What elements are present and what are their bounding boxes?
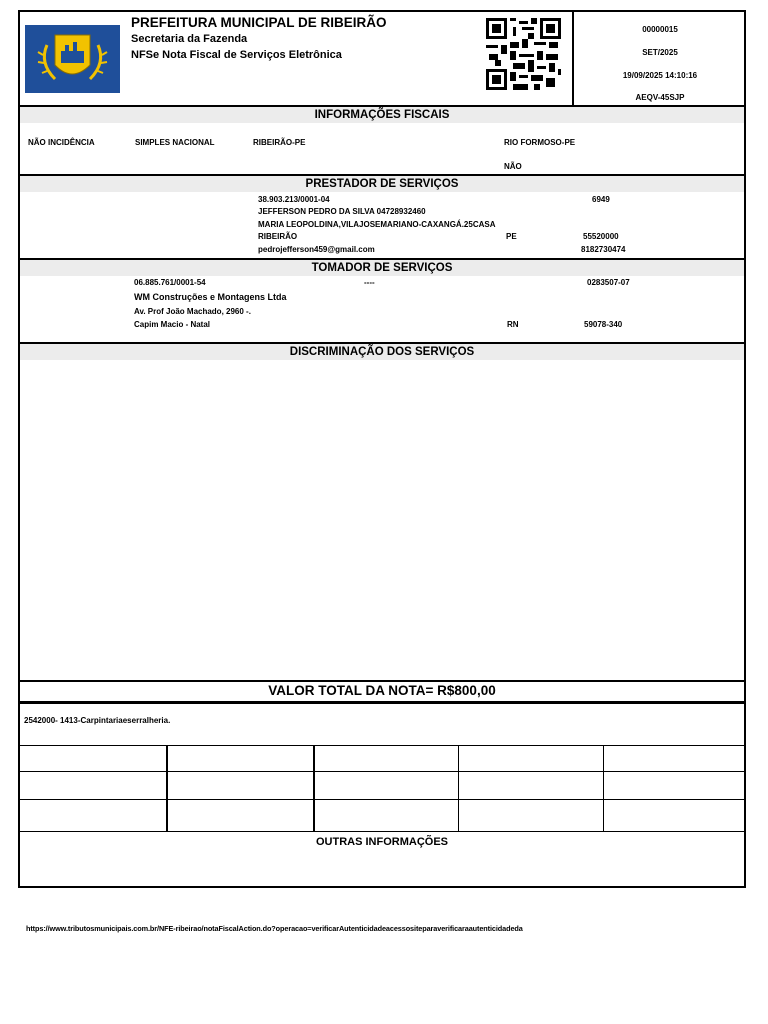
grid-cell [314, 800, 459, 832]
grid-cell [167, 745, 314, 772]
nota-competencia: SET/2025 [642, 48, 678, 57]
prestador-cidade: RIBEIRÃO [258, 232, 298, 241]
grid-cell [604, 772, 744, 800]
prestador-endereco: MARIA LEOPOLDINA,VILAJOSEMARIANO-CAXANGÁ.25CASA [258, 220, 496, 229]
tomador-bairro-cidade: Capim Macio - Natal [134, 320, 211, 329]
valor-total: VALOR TOTAL DA NOTA= R$800,00 [268, 683, 496, 698]
coat-of-arms-icon [25, 25, 120, 93]
section-discriminacao-title: DISCRIMINAÇÃO DOS SERVIÇOS [20, 344, 744, 360]
secretaria-subtitle: Secretaria da Fazenda [131, 33, 248, 45]
grid-cell [604, 800, 744, 832]
valores-grid [20, 745, 744, 836]
nfse-document [18, 10, 746, 888]
prestador-email: pedrojefferson459@gmail.com [258, 245, 375, 254]
prefeitura-title: PREFEITURA MUNICIPAL DE RIBEIRÃO [131, 15, 387, 30]
tomador-cep: 59078-340 [584, 320, 623, 329]
qr-code-icon [486, 18, 561, 90]
tomador-cnpj: 06.885.761/0001-54 [134, 278, 206, 287]
iss-retido: NÃO [504, 162, 522, 171]
qr-code [486, 18, 561, 90]
tomador-inscricao-municipal: ---- [364, 278, 375, 287]
local-incidencia: RIO FORMOSO-PE [504, 138, 576, 147]
natureza-operacao: NÃO INCIDÊNCIA [28, 138, 95, 147]
divider-line [20, 680, 744, 682]
prestador-cnpj: 38.903.213/0001-04 [258, 195, 330, 204]
grid-cell [314, 772, 459, 800]
prestador-inscricao: 6949 [592, 195, 610, 204]
grid-cell [20, 745, 167, 772]
section-tomador-title: TOMADOR DE SERVIÇOS [20, 260, 744, 276]
prestador-telefone: 8182730474 [581, 245, 626, 254]
prestador-nome: JEFFERSON PEDRO DA SILVA 04728932460 [258, 207, 426, 216]
servico-codigo: 2542000- 1413-Carpintariaeserralheria. [24, 716, 171, 725]
tomador-nome: WM Construções e Montagens Ltda [134, 292, 287, 302]
prestador-cep: 55520000 [583, 232, 619, 241]
grid-cell [459, 800, 604, 832]
grid-cell [604, 745, 744, 772]
prefeitura-logo [25, 25, 120, 93]
grid-cell [20, 772, 167, 800]
grid-cell [459, 745, 604, 772]
section-outras-informacoes-title: OUTRAS INFORMAÇÕES [316, 836, 448, 848]
local-prestacao: RIBEIRÃO-PE [253, 138, 306, 147]
grid-cell [20, 800, 167, 832]
section-prestador-title: PRESTADOR DE SERVIÇOS [20, 176, 744, 192]
verificacao-url[interactable]: https://www.tributosmunicipais.com.br/NFE-ribeirao/notaFiscalAction.do?operacao=verificarAutenticidadeacessositeparaverificaraautenticidadeda [26, 924, 523, 933]
nfse-subtitle: NFSe Nota Fiscal de Serviços Eletrônica [131, 49, 342, 61]
tomador-endereco: Av. Prof João Machado, 2960 -. [134, 307, 251, 316]
regime-tributacao: SIMPLES NACIONAL [135, 138, 215, 147]
nota-numero: 00000015 [642, 25, 678, 34]
prestador-uf: PE [506, 232, 517, 241]
grid-cell [167, 800, 314, 832]
nota-emissao: 19/09/2025 14:10:16 [622, 71, 698, 80]
nota-codigo-verificacao: AEQV-45SJP [635, 93, 685, 102]
grid-cell [459, 772, 604, 800]
section-info-fiscais-title: INFORMAÇÕES FISCAIS [20, 107, 744, 123]
grid-cell [167, 772, 314, 800]
divider-line-thick [20, 701, 744, 704]
grid-cell [314, 745, 459, 772]
tomador-uf: RN [507, 320, 519, 329]
tomador-inscricao: 0283507-07 [587, 278, 630, 287]
